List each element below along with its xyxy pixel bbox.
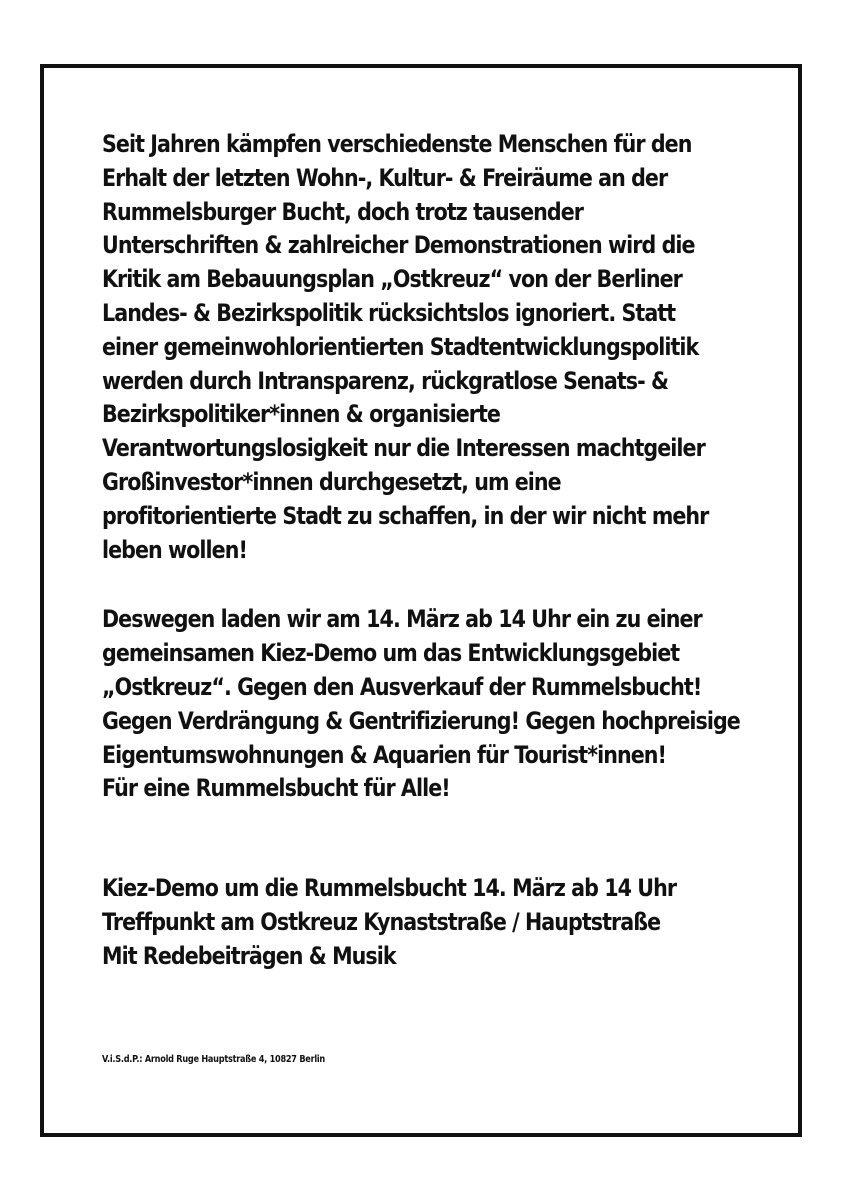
invitation-paragraph: Deswegen laden wir am 14. März ab 14 Uhr ein zu einer gemeinsamen Kiez-Demo um das Entwicklungsgebiet „Ostkreuz“. Gegen den Ausverkauf der Rummelsbucht! Gegen Verdrängung & Gentrifizierung! Gegen hochpreisige Eigentumswohnungen & Aquarien für Tourist*innen! Für eine Rummelsbucht für Alle! [102,605,740,803]
demo-details-paragraph: Kiez-Demo um die Rummelsbucht 14. März ab 14 Uhr Treffpunkt am Ostkreuz Kynaststraße / Hauptstraße Mit Redebeiträgen & Musik [102,874,677,970]
imprint-line: V.i.S.d.P.: Arnold Ruge Hauptstraße 4, 10827 Berlin [102,1054,325,1065]
intro-paragraph: Seit Jahren kämpfen verschiedenste Menschen für den Erhalt der letzten Wohn-, Kultur- & Freiräume an der Rummelsburger Bucht, doch trotz tausender Unterschriften & zahlreicher Demonstrationen wird die Kritik am Bebauungsplan „Ostkreuz“ von der Berliner Landes- & Bezirkspolitik rücksichtslos ignoriert. Statt einer gemeinwohlorientierten Stadtentwicklungspolitik werden durch Intransparenz, rückgratlose Senats- & Bezirkspolitiker*innen & organisierte Verantwortungslosigkeit nur die Interessen machtgeiler Großinvestor*innen durchgesetzt, um eine profitorientierte Stadt zu schaffen, in der wir nicht mehr leben wollen! [102,130,709,564]
flyer-body [102,128,752,974]
